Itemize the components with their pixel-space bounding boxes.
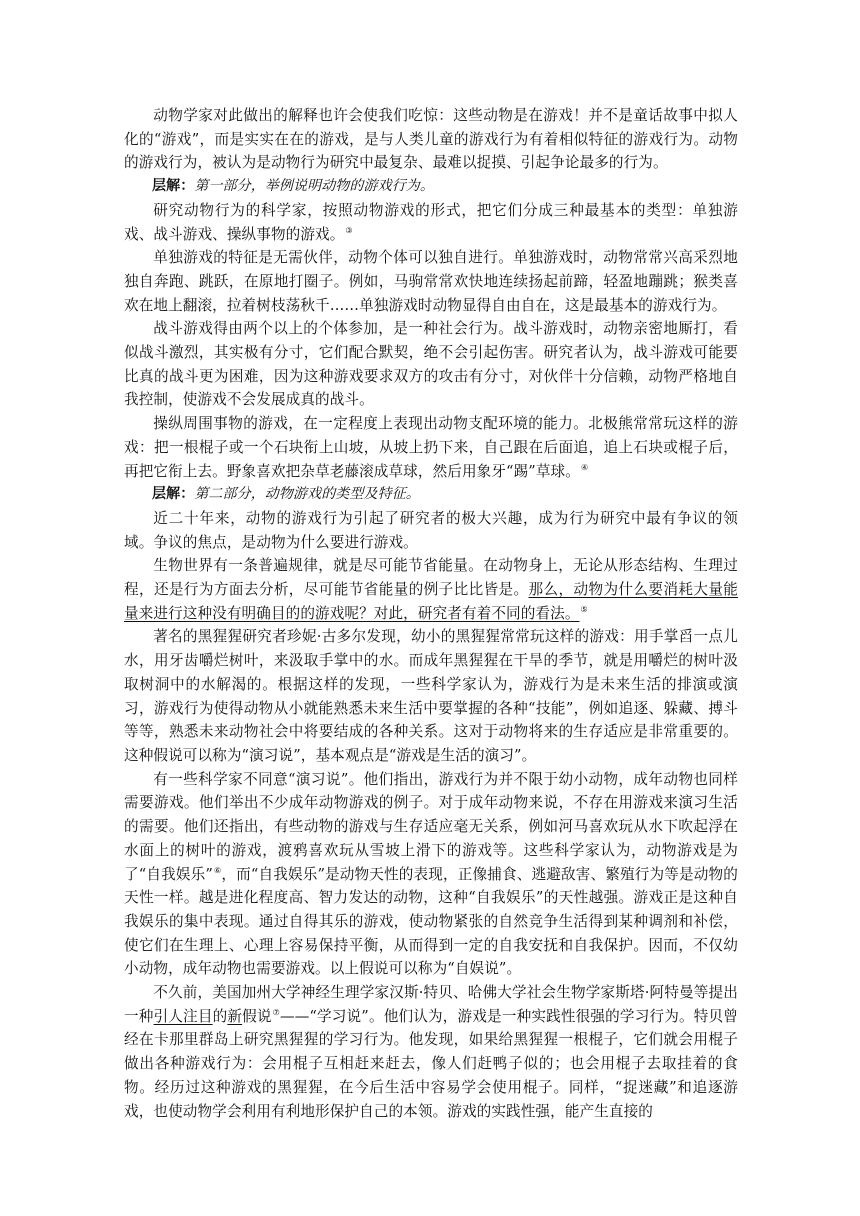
analysis-note-label: 层解： bbox=[152, 486, 195, 503]
paragraph-text: 近二十年来，动物的游戏行为引起了研究者的极大兴趣，成为行为研究中最有争议的领域。争议的焦点，是动物为什么要进行游戏。 bbox=[124, 509, 738, 551]
paragraph-10 bbox=[124, 981, 738, 1123]
footnote-ref: ⑥ bbox=[213, 865, 222, 875]
paragraph-8 bbox=[124, 625, 738, 767]
paragraph-text-fragment: 假说 bbox=[242, 1007, 272, 1025]
paragraph-5 bbox=[124, 412, 738, 483]
paragraph-text: 著名的黑猩猩研究者珍妮·古多尔发现，幼小的黑猩猩常常玩这样的游戏：用手掌舀一点儿水，用牙齿嚼烂树叶，来汲取手掌中的水。而成年黑猩猩在干旱的季节，就是用嚼烂的树叶汲取树洞中的水解渴的。根据这样的发现，一些科学家认为，游戏行为是未来生活的排演或演习，游戏行为使得动物从小就能熟悉未来生活中要掌握的各种“技能”，例如追逐、躲藏、搏斗等等，熟悉未来动物社会中将要结成的各种关系。这对于动物将来的生存适应是非常重要的。这种假说可以称为“演习说”，基本观点是“游戏是生活的演习”。 bbox=[124, 628, 738, 764]
analysis-note-label: 层解： bbox=[152, 178, 195, 195]
footnote-ref: ⑦ bbox=[272, 1007, 280, 1017]
paragraph-7 bbox=[124, 554, 738, 625]
paragraph-text-fragment: 的 bbox=[212, 1007, 228, 1025]
paragraph-9 bbox=[124, 768, 738, 981]
paragraph-3 bbox=[124, 246, 738, 317]
footnote-ref: ⑤ bbox=[580, 604, 588, 614]
analysis-note-2 bbox=[124, 483, 738, 507]
footnote-ref: ③ bbox=[345, 225, 353, 235]
paragraph-6 bbox=[124, 507, 738, 554]
analysis-note-text: 第二部分，动物游戏的类型及特征。 bbox=[194, 486, 420, 503]
paragraph-text: 研究动物行为的科学家，按照动物游戏的形式，把它们分成三种最基本的类型：单独游戏、战斗游戏、操纵事物的游戏。 bbox=[124, 201, 738, 243]
analysis-note-1 bbox=[124, 175, 738, 199]
paragraph-2 bbox=[124, 199, 738, 246]
paragraph-text: 生物世界有一条普遍规律，就是尽可能节省能量。在动物身上，无论从形态结构、生理过程，还是行为方面去分析，尽可能节省能量的例子比比皆是。 bbox=[124, 557, 738, 599]
paragraph-4 bbox=[124, 317, 738, 412]
paragraph-text: 不久前，美国加州大学神经生理学家汉斯·特贝、哈佛大学社会生物学家斯塔·阿特曼等提出一种 bbox=[124, 984, 738, 1025]
underlined-question: 那么，动物为什么要消耗大量能量来进行这种没有明确目的的游戏呢？对此，研究者有着不同的看法。 bbox=[124, 581, 738, 622]
underlined-phrase: 引人注目 bbox=[153, 1007, 213, 1025]
paragraph-text: 战斗游戏得由两个以上的个体参加，是一种社会行为。战斗游戏时，动物亲密地厮打，看似战斗激烈，其实极有分寸，它们配合默契，绝不会引起伤害。研究者认为，战斗游戏可能要比真的战斗更为困难，因为这种游戏要求双方的攻击有分寸，对伙伴十分信赖，动物严格地自我控制，使游戏不会发展成真的战斗。 bbox=[124, 320, 738, 409]
paragraph-text-continued: ——“学习说”。他们认为，游戏是一种实践性很强的学习行为。特贝曾经在卡那里群岛上研究黑猩猩的学习行为。他发现，如果给黑猩猩一根棍子，它们就会用棍子做出各种游戏行为：会用棍子互相赶来赶去，像人们赶鸭子似的；也会用棍子去取挂着的食物。经历过这种游戏的黑猩猩，在今后生活中容易学会使用棍子。同样，“捉迷藏”和追逐游戏，也使动物学会利用有利地形保护自己的本领。游戏的实践性强，能产生直接的 bbox=[124, 1007, 738, 1120]
paragraph-1 bbox=[124, 104, 738, 175]
document-page bbox=[124, 104, 738, 1123]
underlined-word: 新 bbox=[227, 1007, 243, 1025]
paragraph-text: 操纵周围事物的游戏，在一定程度上表现出动物支配环境的能力。北极熊常常玩这样的游戏：把一根棍子或一个石块衔上山坡，从坡上扔下来，自己跟在后面追，追上石块或棍子后，再把它衔上去。野象喜欢把杂草老藤滚成草球，然后用象牙“踢”草球。 bbox=[124, 415, 738, 480]
paragraph-text: 动物学家对此做出的解释也许会使我们吃惊：这些动物是在游戏！并不是童话故事中拟人化的“游戏”，而是实实在在的游戏，是与人类儿童的游戏行为有着相似特征的游戏行为。动物的游戏行为，被认为是动物行为研究中最复杂、最难以捉摸、引起争论最多的行为。 bbox=[124, 107, 738, 172]
analysis-note-text: 第一部分，举例说明动物的游戏行为。 bbox=[194, 178, 435, 195]
paragraph-text: 有一些科学家不同意“演习说”。他们指出，游戏行为并不限于幼小动物，成年动物也同样需要游戏。他们举出不少成年动物游戏的例子。对于成年动物来说，不存在用游戏来演习生活的需要。他们还指出，有些动物的游戏与生存适应毫无关系，例如河马喜欢玩从水下吹起浮在水面上的树叶的游戏，渡鸦喜欢玩从雪坡上滑下的游戏等。这些科学家认为，动物游戏是为了“自我娱乐” bbox=[124, 770, 738, 883]
paragraph-text: 单独游戏的特征是无需伙伴，动物个体可以独自进行。单独游戏时，动物常常兴高采烈地独自奔跑、跳跃，在原地打圈子。例如，马驹常常欢快地连续扬起前蹄，轻盈地蹦跳；猴类喜欢在地上翻滚，拉着树枝荡秋千……单独游戏时动物显得自由自在，这是最基本的游戏行为。 bbox=[124, 249, 738, 314]
footnote-ref: ④ bbox=[580, 462, 589, 472]
paragraph-text-continued: ，而“自我娱乐”是动物天性的表现，正像捕食、逃避敌害、繁殖行为等是动物的天性一样。越是进化程度高、智力发达的动物，这种“自我娱乐”的天性越强。游戏正是这种自我娱乐的集中表现。通过自得其乐的游戏，使动物紧张的自然竞争生活得到某种调剂和补偿，使它们在生理上、心理上容易保持平衡，从而得到一定的自我安抚和自我保护。因而，不仅幼小动物，成年动物也需要游戏。以上假说可以称为“自娱说”。 bbox=[124, 865, 738, 978]
